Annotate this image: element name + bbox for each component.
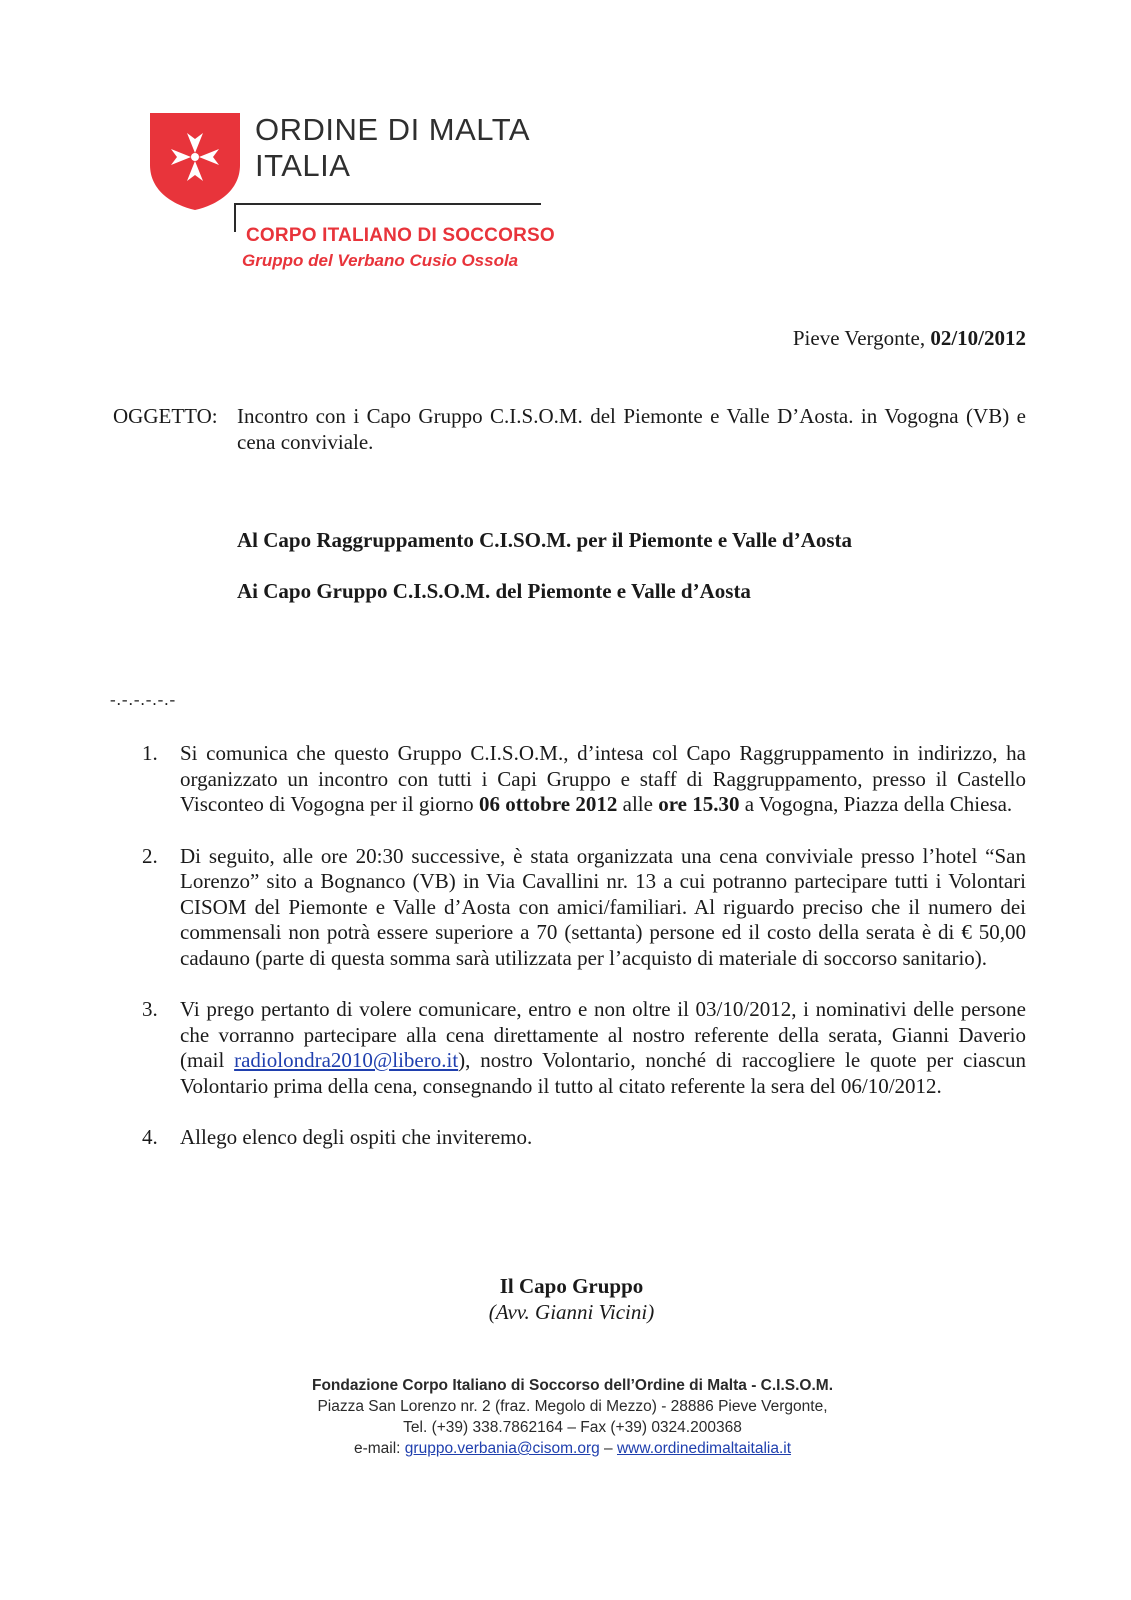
point-number: 3. — [142, 997, 158, 1021]
signature-name: (Avv. Gianni Vicini) — [488, 1300, 655, 1324]
point-number: 1. — [142, 741, 158, 765]
footer — [0, 1375, 1131, 1459]
meeting-time: ore 15.30 — [658, 792, 740, 816]
list-item — [142, 741, 1026, 818]
separator: -.-.-.-.-.- — [110, 690, 177, 709]
point-text: Si comunica che questo Gruppo C.I.S.O.M., d’intesa col Capo Raggruppamento in indirizzo, ha organizzato un incontro con tutti i Capi Gruppo e staff di Raggruppamento, presso il Castello Visconteo di Vogogna per il giorno — [180, 741, 1026, 816]
addressee-capo-raggruppamento: Al Capo Raggruppamento C.I.SO.M. per il Piemonte e Valle d’Aosta — [237, 528, 853, 552]
footer-phone-fax: Tel. (+39) 338.7862164 – Fax (+39) 0324.200368 — [403, 1419, 742, 1436]
maltese-cross-shield-logo — [147, 111, 243, 211]
point-text: Vi prego pertanto di volere comunicare, entro e non oltre il 03/10/2012, i nominativi delle persone che vorranno partecipare alla cena direttamente al nostro referente della serata, Gianni Daverio (mail — [180, 997, 1026, 1072]
point-text: a Vogogna, Piazza della Chiesa. — [739, 792, 1013, 816]
org-name-line2: ITALIA — [255, 148, 351, 183]
referent-email-link[interactable]: radiolondra2010@libero.it — [234, 1048, 459, 1072]
point-text: Allego elenco degli ospiti che inviteremo. — [180, 1125, 533, 1149]
footer-address: Piazza San Lorenzo nr. 2 (fraz. Megolo di Mezzo) - 28886 Pieve Vergonte, — [317, 1398, 828, 1415]
corpo-italiano-di-soccorso: CORPO ITALIANO DI SOCCORSO — [246, 225, 555, 246]
date-value: 02/10/2012 — [930, 326, 1026, 350]
gruppo-verbano-cusio-ossola: Gruppo del Verbano Cusio Ossola — [242, 251, 519, 270]
subject-text: Incontro con i Capo Gruppo C.I.S.O.M. del Piemonte e Valle D’Aosta. in Vogogna (VB) e cena conviviale. — [237, 404, 1026, 454]
subject — [113, 403, 1026, 455]
date-place: Pieve Vergonte, — [792, 326, 931, 350]
meeting-date: 06 ottobre 2012 — [478, 792, 618, 816]
numbered-points — [142, 741, 1026, 1177]
point-text: ), nostro Volontario, nonché di raccogliere le quote per ciascun Volontario prima della cena, consegnando il tutto al citato referente la sera del 06/10/2012. — [180, 1048, 1026, 1098]
footer-email-label: e-mail: — [353, 1440, 405, 1457]
footer-dash: – — [599, 1440, 617, 1457]
list-item — [142, 997, 1026, 1099]
list-item — [142, 1125, 1026, 1151]
footer-website-link[interactable]: www.ordinedimaltaitalia.it — [616, 1440, 792, 1457]
letter-date — [793, 326, 1026, 351]
point-text: Di seguito, alle ore 20:30 successive, è stata organizzata una cena conviviale presso l’hotel “San Lorenzo” sito a Bognanco (VB) in Via Cavallini nr. 13 a cui potranno partecipare tutti i Volontari CISOM del Piemonte e Valle d’Aosta con amici/familiari. Al riguardo preciso che il numero dei commensali non potrà essere superiore a 70 (settanta) persone ed il costo della serata è di € 50,00 cadauno (parte di questa somma sarà utilizzata per l’acquisto di materiale di soccorso sanitario). — [180, 843, 1026, 970]
letterhead-rule-vertical — [234, 203, 236, 232]
footer-foundation: Fondazione Corpo Italiano di Soccorso dell’Ordine di Malta - C.I.S.O.M. — [311, 1377, 833, 1394]
signature-role: Il Capo Gruppo — [499, 1274, 644, 1298]
addressee-capo-gruppo: Ai Capo Gruppo C.I.S.O.M. del Piemonte e Valle d’Aosta — [237, 579, 751, 603]
org-name — [255, 112, 530, 184]
letterhead-rule-horizontal — [234, 203, 541, 205]
org-name-line1: ORDINE DI MALTA — [255, 112, 531, 147]
point-number: 2. — [142, 843, 158, 868]
list-item — [142, 844, 1026, 972]
footer-email-link[interactable]: gruppo.verbania@cisom.org — [404, 1440, 600, 1457]
footer-contacts — [14, 1438, 1131, 1459]
subject-label: OGGETTO: — [113, 404, 218, 428]
point-number: 4. — [142, 1125, 158, 1149]
point-text: alle — [617, 792, 659, 816]
